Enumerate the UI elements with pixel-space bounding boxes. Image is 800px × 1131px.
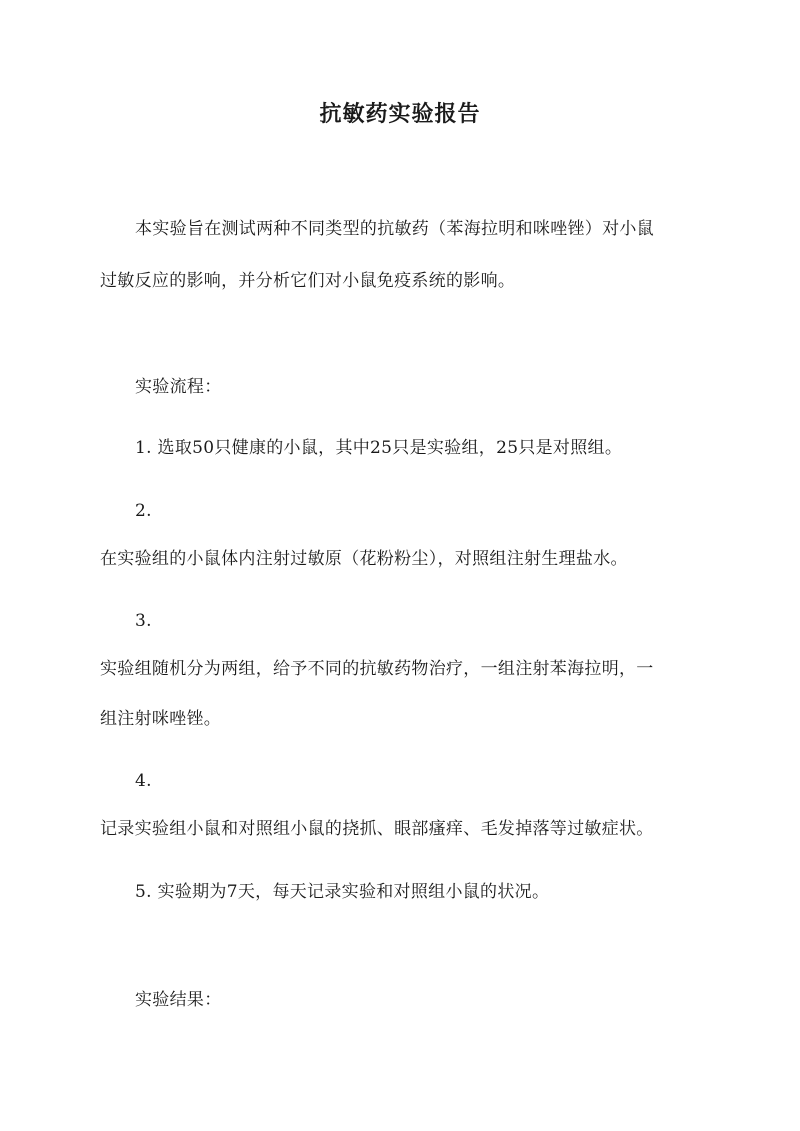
procedure-heading: 实验流程：	[135, 377, 222, 397]
procedure-step-4-text: 记录实验组小鼠和对照组小鼠的挠抓、眼部瘙痒、毛发掉落等过敏症状。	[100, 819, 654, 839]
procedure-step-3-number: 3.	[135, 611, 152, 631]
procedure-step-2-number: 2.	[135, 501, 152, 521]
results-heading: 实验结果：	[135, 990, 222, 1010]
procedure-step-4-number: 4.	[135, 771, 152, 791]
intro-line-2: 过敏反应的影响，并分析它们对小鼠免疫系统的影响。	[100, 271, 516, 291]
procedure-step-2-text: 在实验组的小鼠体内注射过敏原（花粉粉尘），对照组注射生理盐水。	[100, 549, 628, 569]
procedure-step-3-line-2: 组注射咪唑锉。	[100, 709, 222, 729]
procedure-step-5: 5. 实验期为7天，每天记录实验和对照组小鼠的状况。	[135, 882, 550, 902]
procedure-step-3-line-1: 实验组随机分为两组，给予不同的抗敏药物治疗，一组注射苯海拉明，一	[100, 659, 654, 679]
document-title: 抗敏药实验报告	[319, 101, 481, 127]
intro-line-1: 本实验旨在测试两种不同类型的抗敏药（苯海拉明和咪唑锉）对小鼠	[135, 219, 654, 239]
procedure-step-1: 1. 选取50只健康的小鼠，其中25只是实验组，25只是对照组。	[135, 438, 623, 458]
